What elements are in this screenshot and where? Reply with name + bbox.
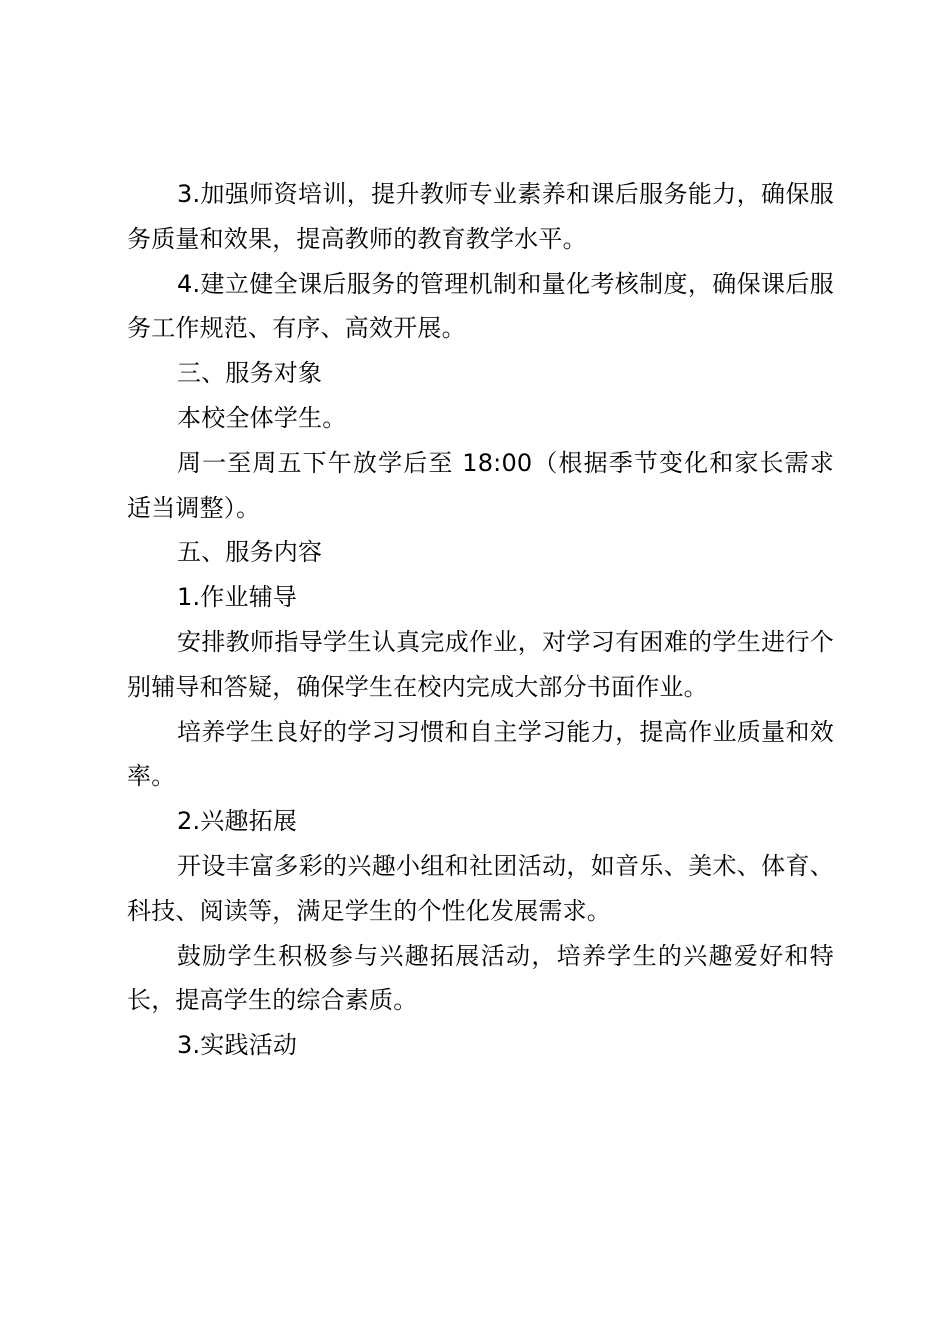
subheading-homework: 1.作业辅导 xyxy=(177,583,298,612)
paragraph-all-students: 本校全体学生。 xyxy=(177,403,347,432)
heading-service-content: 五、服务内容 xyxy=(177,538,323,567)
paragraph-encourage-participation: 鼓励学生积极参与兴趣拓展活动，培养学生的兴趣爱好和特长，提高学生的综合素质。 xyxy=(127,941,834,1015)
paragraph-service-time: 周一至周五下午放学后至 18:00（根据季节变化和家长需求适当调整）。 xyxy=(127,448,834,522)
paragraph-study-habits: 培养学生良好的学习习惯和自主学习能力，提高作业质量和效率。 xyxy=(127,717,834,791)
paragraph-homework-guidance: 安排教师指导学生认真完成作业，对学习有困难的学生进行个别辅导和答疑，确保学生在校内完成大部分书面作业。 xyxy=(127,627,834,701)
paragraph-training: 3.加强师资培训，提升教师专业素养和课后服务能力，确保服务质量和效果，提高教师的教育教学水平。 xyxy=(127,180,834,253)
subheading-practice: 3.实践活动 xyxy=(177,1031,298,1060)
document-body xyxy=(127,172,834,1068)
paragraph-interest-groups: 开设丰富多彩的兴趣小组和社团活动，如音乐、美术、体育、科技、阅读等，满足学生的个性化发展需求。 xyxy=(127,851,834,925)
subheading-interest: 2.兴趣拓展 xyxy=(177,807,298,836)
paragraph-management: 4.建立健全课后服务的管理机制和量化考核制度，确保课后服务工作规范、有序、高效开展。 xyxy=(127,269,834,343)
heading-service-target: 三、服务对象 xyxy=(177,359,323,388)
